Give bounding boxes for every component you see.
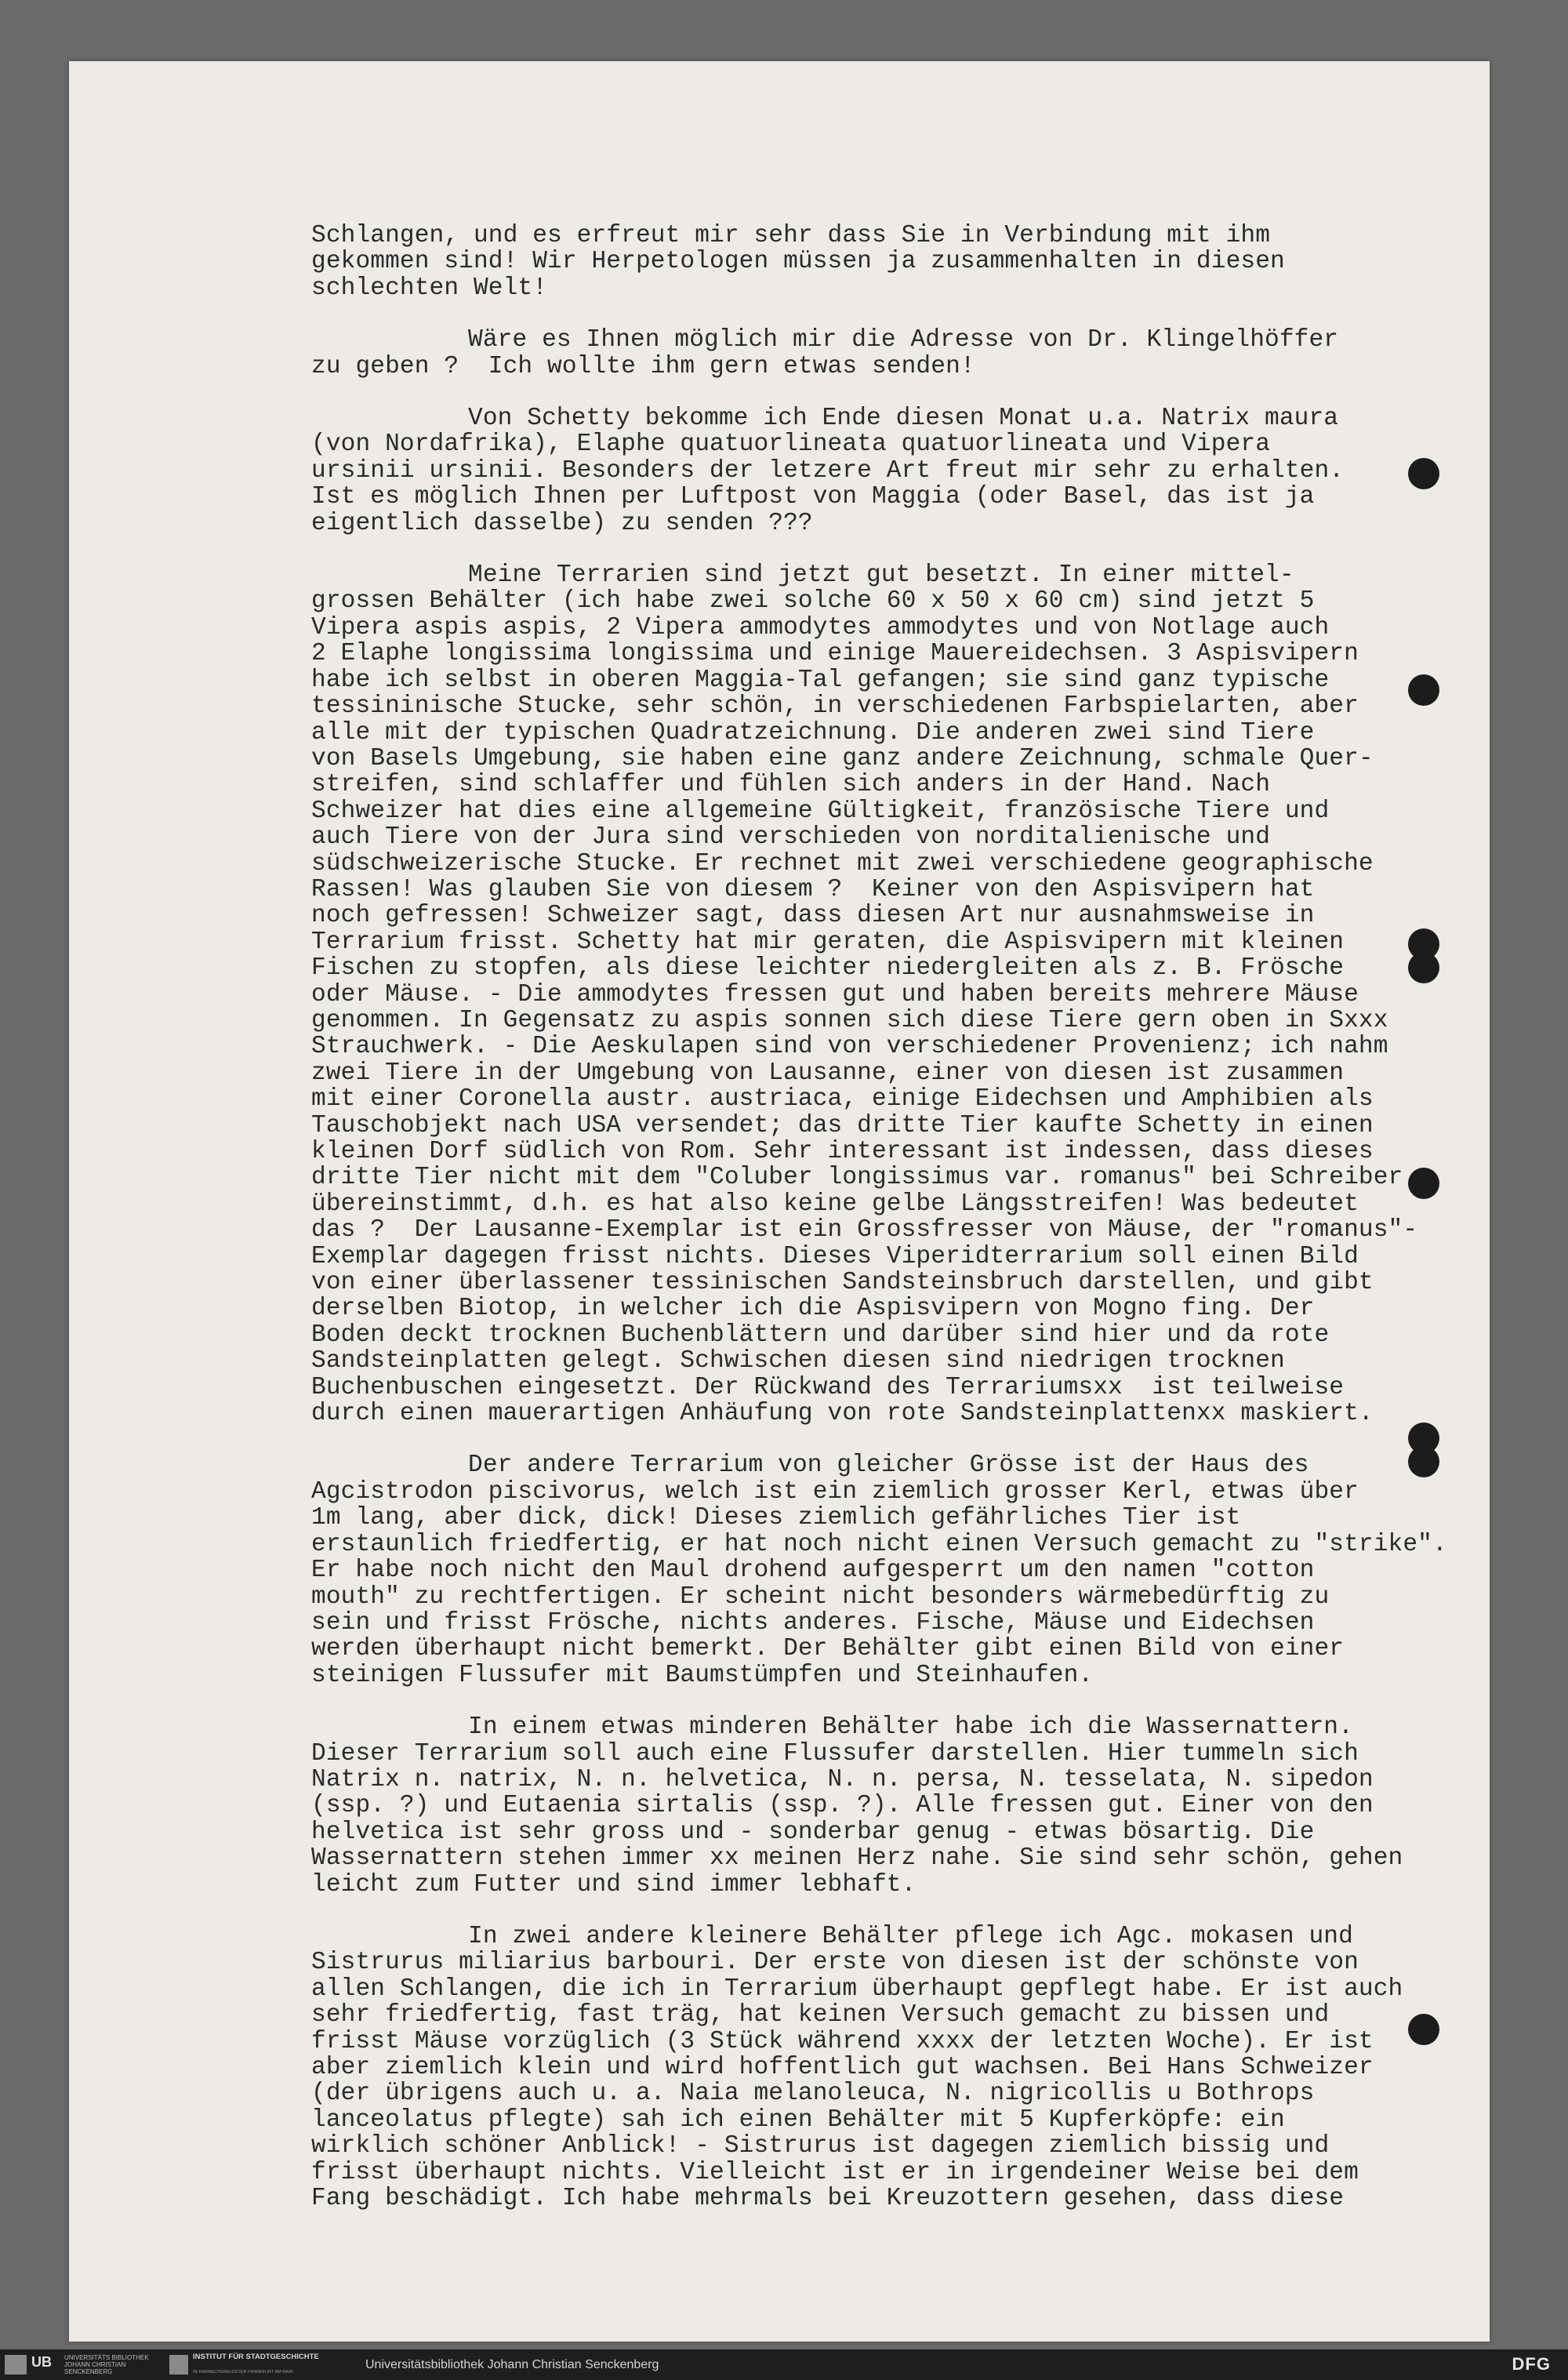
letter-line: habe ich selbst in oberen Maggia-Tal gefangen; sie sind ganz typische <box>311 666 1330 694</box>
letter-line: tessininische Stucke, sehr schön, in verschiedenen Farbspielarten, aber <box>311 692 1359 721</box>
letter-line: Agcistrodon piscivorus, welch ist ein ziemlich grosser Kerl, etwas über <box>311 1477 1359 1506</box>
letter-line: 1m lang, aber dick, dick! Dieses ziemlich gefährliches Tier ist <box>311 1504 1241 1532</box>
archive-footer <box>0 2349 1568 2380</box>
letter-line: erstaunlich friedfertig, er hat noch nicht einen Versuch gemacht zu "strike". <box>311 1530 1447 1558</box>
letter-line: Rassen! Was glauben Sie von diesem ? Keiner von den Aspisvipern hat <box>311 875 1315 903</box>
letter-line: leicht zum Futter und sind immer lebhaft. <box>311 1870 916 1899</box>
letter-paragraph <box>311 405 1440 536</box>
university-library-logo-icon <box>5 2355 27 2375</box>
letter-line: eigentlich dasselbe) zu senden ??? <box>311 509 813 537</box>
ub-sublabel: UNIVERSITÄTS BIBLIOTHEK JOHANN CHRISTIAN SENCKENBERG <box>64 2354 149 2375</box>
letter-line: grossen Behälter (ich habe zwei solche 60 x 50 x 60 cm) sind jetzt 5 <box>311 587 1315 616</box>
letter-paragraph <box>311 327 1440 380</box>
letter-line: sein und frisst Frösche, nichts anderes. Fische, Mäuse und Eidechsen <box>311 1608 1315 1637</box>
letter-line: Strauchwerk. - Die Aeskulapen sind von verschiedener Provenienz; ich nahm <box>311 1033 1388 1061</box>
letter-body <box>311 222 1447 2213</box>
letter-line: wirklich schöner Anblick! - Sistrurus ist dagegen ziemlich bissig und <box>311 2132 1330 2160</box>
letter-paragraph <box>311 223 1440 301</box>
letter-line: Er habe noch nicht den Maul drohend aufgesperrt um den namen "cotton <box>311 1557 1315 1585</box>
letter-line: (der übrigens auch u. a. Naia melanoleuca, N. nigricollis u Bothrops <box>311 2080 1315 2108</box>
letter-line: zu geben ? Ich wollte ihm gern etwas senden! <box>311 352 975 380</box>
letter-paragraph <box>311 1714 1440 1898</box>
letter-line: Natrix n. natrix, N. n. helvetica, N. n. persa, N. tesselata, N. sipedon <box>311 1765 1374 1793</box>
letter-line: auch Tiere von der Jura sind verschieden von norditalienische und <box>311 823 1271 852</box>
letter-line: frisst überhaupt nichts. Vielleicht ist er in irgendeiner Weise bei dem <box>311 2158 1359 2186</box>
letter-line: aber ziemlich klein und wird hoffentlich gut wachsen. Bei Hans Schweizer <box>311 2054 1374 2081</box>
letter-paragraph <box>311 1924 1440 2211</box>
letter-line: lanceolatus pflegte) sah ich einen Behälter mit 5 Kupferköpfe: ein <box>311 2106 1285 2134</box>
letter-line: durch einen mauerartigen Anhäufung von rote Sandsteinplattenxx maskiert. <box>311 1400 1374 1428</box>
letter-line: von einer überlassener tessinischen Sandsteinsbruch darstellen, und gibt <box>311 1269 1374 1297</box>
institute-sublabel: IM KARMELITERKLOSTER FRANKFURT AM MAIN <box>193 2370 293 2375</box>
letter-line: das ? Der Lausanne-Exemplar ist ein Grossfresser von Mäuse, der "romanus"- <box>311 1216 1418 1245</box>
letter-line: dritte Tier nicht mit dem "Coluber longissimus var. romanus" bei Schreiber <box>311 1164 1403 1192</box>
letter-line: Fischen zu stopfen, als diese leichter niedergleiten als z. B. Frösche <box>311 954 1345 983</box>
library-caption: Universitätsbibliothek Johann Christian Senckenberg <box>365 2358 659 2371</box>
letter-line: Wassernattern stehen immer xx meinen Herz nahe. Sie sind sehr schön, gehen <box>311 1844 1403 1873</box>
letter-line: zwei Tiere in der Umgebung von Lausanne, einer von diesen ist zusammen <box>311 1059 1345 1087</box>
letter-line: schlechten Welt! <box>311 274 548 302</box>
letter-line: (ssp. ?) und Eutaenia sirtalis (ssp. ?). Alle fressen gut. Einer von den <box>311 1792 1374 1820</box>
letter-line: Schlangen, und es erfreut mir sehr dass Sie in Verbindung mit ihm <box>311 222 1271 249</box>
letter-line: werden überhaupt nicht bemerkt. Der Behälter gibt einen Bild von einer <box>311 1635 1345 1663</box>
letter-line: Sistrurus miliarius barbouri. Der erste von diesen ist der schönste von <box>311 1949 1359 1977</box>
letter-line: helvetica ist sehr gross und - sonderbar genug - etwas bösartig. Die <box>311 1818 1315 1846</box>
letter-line: Boden deckt trocknen Buchenblättern und darüber sind hier und da rote <box>311 1321 1330 1349</box>
letter-line: Wäre es Ihnen möglich mir die Adresse von Dr. Klingelhöffer <box>468 326 1339 354</box>
institute-logo-icon <box>169 2355 188 2375</box>
letter-line: In zwei andere kleinere Behälter pflege ich Agc. mokasen und <box>468 1922 1353 1950</box>
letter-line: (von Nordafrika), Elaphe quatuorlineata quatuorlineata und Vipera <box>311 431 1271 459</box>
letter-line: mouth" zu rechtfertigen. Er scheint nicht besonders wärmebedürftig zu <box>311 1582 1330 1611</box>
letter-line: Buchenbuschen eingesetzt. Der Rückwand des Terrariumsxx ist teilweise <box>311 1373 1345 1401</box>
letter-line: oder Mäuse. - Die ammodytes fressen gut und haben bereits mehrere Mäuse <box>311 980 1359 1008</box>
letter-line: sehr friedfertig, fast träg, hat keinen Versuch gemacht zu bissen und <box>311 2001 1330 2029</box>
letter-line: 2 Elaphe longissima longissima und einige Mauereidechsen. 3 Aspisvipern <box>311 640 1359 668</box>
letter-line: gekommen sind! Wir Herpetologen müssen ja zusammenhalten in diesen <box>311 248 1285 276</box>
letter-paragraph <box>311 562 1440 1426</box>
letter-line: Schweizer hat dies eine allgemeine Gültigkeit, französische Tiere und <box>311 797 1330 825</box>
letter-line: südschweizerische Stucke. Er rechnet mit zwei verschiedene geographische <box>311 849 1374 878</box>
letter-line: Vipera aspis aspis, 2 Vipera ammodytes ammodytes und von Notlage auch <box>311 613 1330 641</box>
letter-line: von Basels Umgebung, sie haben eine ganz andere Zeichnung, schmale Quer- <box>311 744 1374 772</box>
letter-line: In einem etwas minderen Behälter habe ich die Wassernattern. <box>468 1713 1353 1742</box>
letter-line: Dieser Terrarium soll auch eine Flussufer darstellen. Hier tummeln sich <box>311 1739 1359 1768</box>
letter-line: Meine Terrarien sind jetzt gut besetzt. In einer mittel- <box>468 561 1294 590</box>
letter-line: Tauschobjekt nach USA versendet; das dritte Tier kaufte Schetty in einen <box>311 1111 1374 1139</box>
letter-line: genommen. In Gegensatz zu aspis sonnen sich diese Tiere gern oben in Sxxx <box>311 1006 1388 1034</box>
letter-line: Ist es möglich Ihnen per Luftpost von Maggia (oder Basel, das ist ja <box>311 483 1315 511</box>
letter-line: derselben Biotop, in welcher ich die Aspisvipern von Mogno fing. Der <box>311 1295 1315 1323</box>
letter-line: Fang beschädigt. Ich habe mehrmals bei Kreuzottern gesehen, dass diese <box>311 2185 1345 2213</box>
letter-line: übereinstimmt, d.h. es hat also keine gelbe Längsstreifen! Was bedeutet <box>311 1190 1359 1218</box>
letter-line: frisst Mäuse vorzüglich (3 Stück während xxxx der letzten Woche). Er ist <box>311 2027 1374 2055</box>
letter-line: steinigen Flussufer mit Baumstümpfen und Steinhaufen. <box>311 1661 1094 1689</box>
letter-paragraph <box>311 1452 1447 1689</box>
letter-line: mit einer Coronella austr. austriaca, einige Eidechsen und Amphibien als <box>311 1085 1374 1114</box>
letter-line: streifen, sind schlaffer und fühlen sich anders in der Hand. Nach <box>311 771 1271 799</box>
letter-line: Exemplar dagegen frisst nichts. Dieses Viperidterrarium soll einen Bild <box>311 1242 1359 1270</box>
letter-line: alle mit der typischen Quadratzeichnung. Die anderen zwei sind Tiere <box>311 718 1315 747</box>
dfg-logo: DFG <box>1512 2354 1551 2374</box>
letter-line: noch gefressen! Schweizer sagt, dass diesen Art nur ausnahmsweise in <box>311 902 1315 930</box>
letter-line: kleinen Dorf südlich von Rom. Sehr interessant ist indessen, dass dieses <box>311 1138 1374 1165</box>
letter-line: Terrarium frisst. Schetty hat mir geraten, die Aspisvipern mit kleinen <box>311 928 1345 956</box>
letter-line: ursinii ursinii. Besonders der letzere Art freut mir sehr zu erhalten. <box>311 456 1345 485</box>
institute-label: INSTITUT FÜR STADTGESCHICHTE <box>193 2353 319 2361</box>
letter-line: Der andere Terrarium von gleicher Grösse ist der Haus des <box>468 1452 1309 1480</box>
letter-line: Sandsteinplatten gelegt. Schwischen diesen sind niedrigen trocknen <box>311 1347 1285 1375</box>
letter-line: allen Schlangen, die ich in Terrarium überhaupt gepflegt habe. Er ist auch <box>311 1975 1403 2003</box>
ub-label: UB <box>31 2354 52 2370</box>
letter-line: Von Schetty bekomme ich Ende diesen Monat u.a. Natrix maura <box>468 405 1339 433</box>
